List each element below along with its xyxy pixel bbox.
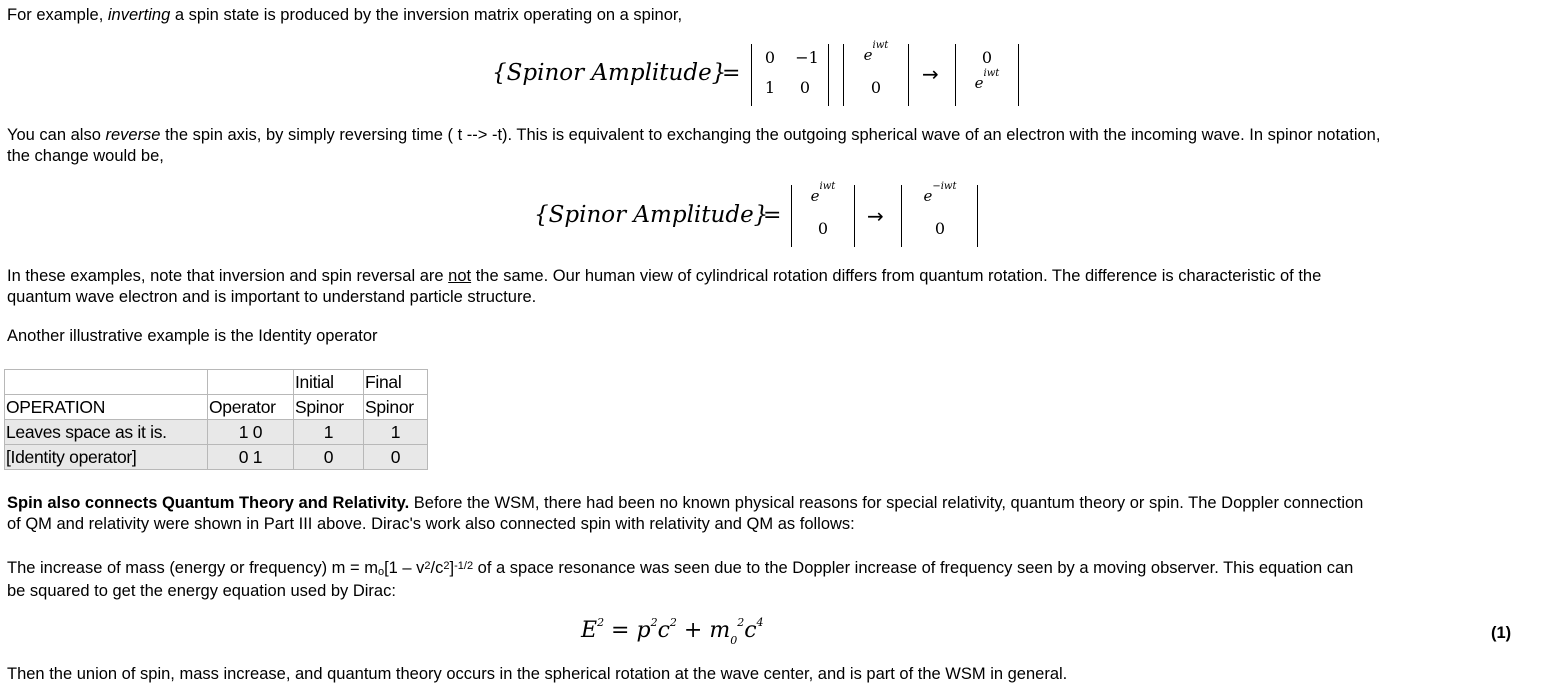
text: a spin state is produced by the inversion matrix operating on a spinor, — [170, 6, 683, 24]
text: Before the WSM, there had been no known physical reasons for special relativity, quantum theory or spin. The Doppler connection — [409, 494, 1364, 512]
vector-top: $e^{-iwt}$ — [923, 181, 957, 205]
equation-number: (1) — [1491, 624, 1512, 642]
matrix-cell: −1 — [795, 48, 819, 67]
vector-bottom: $e^{iwt}$ — [974, 68, 1000, 92]
vector-top: $e^{iwt}$ — [863, 40, 889, 64]
vector-top: $e^{iwt}$ — [810, 181, 836, 205]
text: the same. Our human view of cylindrical rotation differs from quantum rotation. The difference is characteristic of the — [471, 267, 1322, 285]
arrow-icon: → — [867, 204, 884, 228]
table-header-row — [5, 395, 428, 420]
inversion-matrix — [751, 44, 829, 106]
equation-dirac-energy: $E^2 = p^2c^2 + m0^2c^4$ — [581, 616, 764, 647]
identity-operator-table — [4, 369, 428, 470]
table-cell: 0 — [364, 445, 428, 470]
vector-bottom: 0 — [934, 219, 946, 238]
table-header-cell: Operator — [208, 395, 294, 420]
table-row — [5, 420, 428, 445]
vector-bottom: 0 — [817, 219, 829, 238]
table-header-row — [5, 370, 428, 395]
table-cell: 1 — [294, 420, 364, 445]
matrix-cell: 1 — [764, 78, 776, 97]
text: You can also — [7, 126, 106, 144]
vector-bottom: 0 — [870, 78, 882, 97]
equation-lhs: {Spinor Amplitude} — [492, 60, 727, 86]
table-header-cell — [5, 370, 208, 395]
table-cell: 0 1 — [208, 445, 294, 470]
table-cell: [Identity operator] — [5, 445, 208, 470]
equals-sign: = — [722, 61, 741, 86]
spinor-vector-output — [901, 181, 978, 247]
table-cell: 1 0 — [208, 420, 294, 445]
paragraph-examples — [7, 266, 1321, 287]
emphasis-inverting: inverting — [107, 6, 171, 24]
paragraph-examples-line2: quantum wave electron and is important to understand particle structure. — [7, 288, 537, 306]
equals-sign: = — [763, 203, 782, 228]
table-cell: Leaves space as it is. — [5, 420, 208, 445]
arrow-icon: → — [922, 62, 939, 86]
paragraph-relativity-line2: of QM and relativity were shown in Part III above. Dirac's work also connected spin with relativity and QM as follows: — [7, 515, 855, 533]
paragraph-inversion — [7, 5, 682, 26]
equation-lhs: {Spinor Amplitude} — [534, 202, 769, 228]
table-header-cell: Spinor — [364, 395, 428, 420]
emphasis-reverse: reverse — [105, 126, 161, 144]
matrix-cell: 0 — [799, 78, 811, 97]
table-row — [5, 445, 428, 470]
paragraph-identity: Another illustrative example is the Identity operator — [7, 327, 378, 345]
text: the spin axis, by simply reversing time ( t --> -t). This is equivalent to exchanging the outgoing spherical wave of an electron with the incoming wave. In spinor notation, — [160, 126, 1381, 144]
paragraph-mass-increase: The increase of mass (energy or frequency) $m = m_o[1 - v^2/c^2]^{-1/2}$ of a space resonance was seen due to the Doppler increase of frequency seen by a moving observer. This equation can — [7, 559, 1354, 578]
text: For example, — [7, 6, 108, 24]
table-header-cell: Spinor — [294, 395, 364, 420]
bold-lead: Spin also connects Quantum Theory and Relativity. — [7, 494, 410, 512]
text: In these examples, note that inversion and spin reversal are — [7, 267, 449, 285]
table-cell: 0 — [294, 445, 364, 470]
matrix-cell: 0 — [764, 48, 776, 67]
spinor-vector-output — [955, 44, 1019, 106]
underline-not: not — [448, 267, 472, 285]
spinor-vector-input — [791, 181, 855, 247]
paragraph-relativity — [7, 493, 1363, 514]
spinor-vector-input — [843, 40, 909, 106]
table-cell: 1 — [364, 420, 428, 445]
paragraph-mass-increase-line2: be squared to get the energy equation used by Dirac: — [7, 582, 396, 600]
table-header-cell: Final — [364, 370, 428, 395]
paragraph-reverse — [7, 125, 1380, 146]
table-header-cell: OPERATION — [5, 395, 208, 420]
table-header-cell — [208, 370, 294, 395]
paragraph-conclusion: Then the union of spin, mass increase, and quantum theory occurs in the spherical rotation at the wave center, and is part of the WSM in general. — [7, 665, 1068, 683]
table-header-cell: Initial — [294, 370, 364, 395]
vector-top: 0 — [981, 48, 993, 67]
paragraph-reverse-line2: the change would be, — [7, 147, 164, 165]
